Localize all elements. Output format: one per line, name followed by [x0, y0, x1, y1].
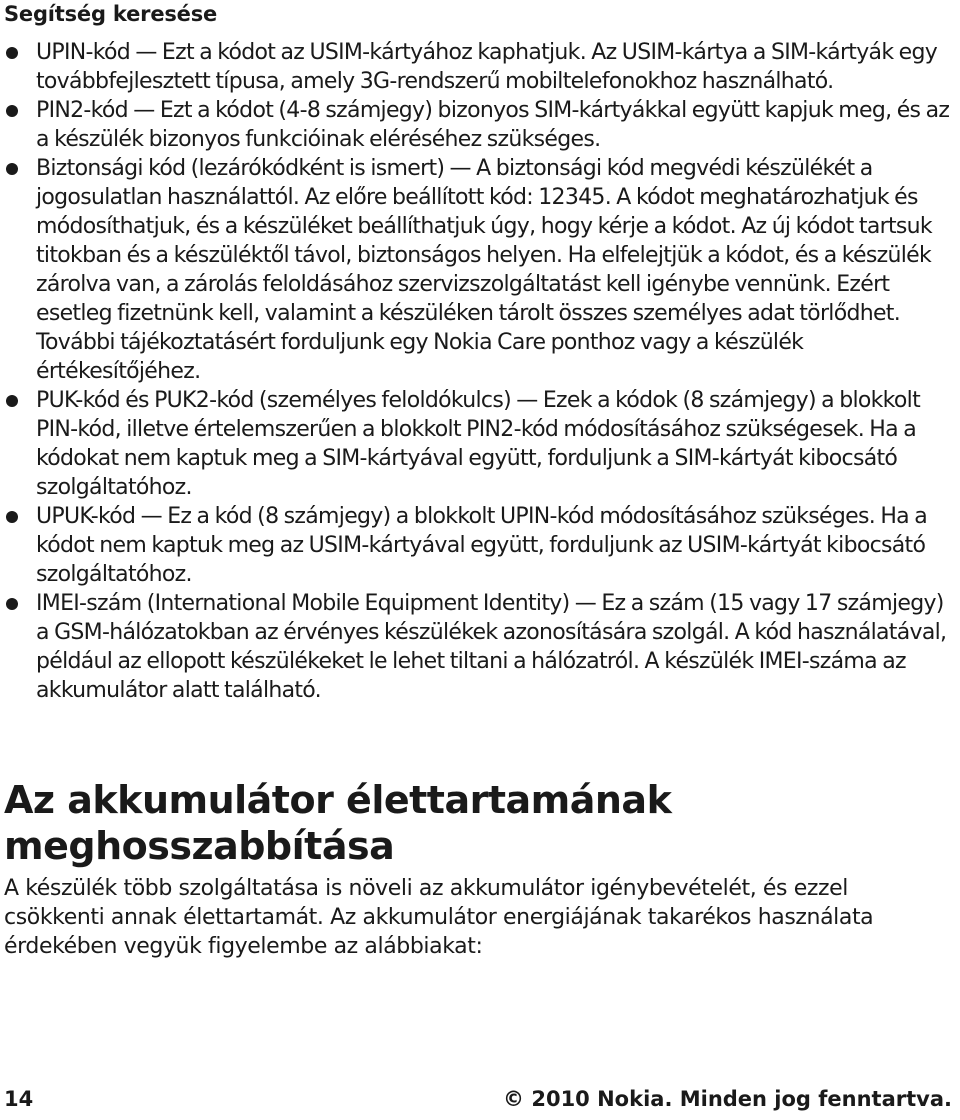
bullet-dot-icon — [6, 395, 18, 407]
list-item-text: PIN2-kód — Ezt a kódot (4-8 számjegy) bizonyos SIM-kártyákkal együtt kapjuk meg, és az a készülék bizonyos funkcióinak eléréséhez szükséges. — [36, 98, 950, 152]
page-heading: Az akkumulátor élettartamának meghosszabbítása — [4, 778, 672, 868]
copyright-notice: © 2010 Nokia. Minden jog fenntartva. — [503, 1087, 952, 1111]
list-item-text: UPUK-kód — Ez a kód (8 számjegy) a blokkolt UPIN-kód módosításához szükséges. Ha a kódot nem kaptuk meg az USIM-kártyával együtt, forduljunk az USIM-kártyát kibocsátó szolgáltatóhoz. — [36, 504, 928, 587]
list-item-text: UPIN-kód — Ezt a kódot az USIM-kártyához kaphatjuk. Az USIM-kártya a SIM-kártyák egy továbbfejlesztett típusa, amely 3G-rendszerű mobiltelefonokhoz használható. — [36, 40, 938, 94]
bullet-dot-icon — [6, 163, 18, 175]
code-list — [0, 38, 958, 705]
list-item-text: IMEI-szám (International Mobile Equipment Identity) — Ez a szám (15 vagy 17 számjegy) a GSM-hálózatokban az érvényes készülékek azonosítására szolgál. A kód használatával, például az ellopott készülékeket le lehet tiltani a hálózatról. A készülék IMEI-száma az akkumulátor alatt található. — [36, 591, 947, 703]
bullet-dot-icon — [6, 511, 18, 523]
section-header: Segítség keresése — [4, 2, 218, 26]
list-item-imei — [0, 589, 958, 705]
page-number: 14 — [4, 1087, 34, 1111]
intro-paragraph: A készülék több szolgáltatása is növeli az akkumulátor igénybevételét, és ezzel csökkenti annak élettartamát. Az akkumulátor energiájának takarékos használata érdekében vegyük figyelembe az alábbiakat: — [4, 876, 874, 959]
list-item-upuk — [0, 502, 958, 589]
list-item-security-code — [0, 154, 958, 386]
list-item-text: Biztonsági kód (lezárókódként is ismert) — A biztonsági kód megvédi készülékét a jogosulatlan használattól. Az előre beállított kód: 12345. A kódot meghatározhatjuk és módosíthatjuk, és a készüléket beállíthatjuk úgy, hogy kérje a kódot. Az új kódot tartsuk titokban és a készüléktől távol, biztonságos helyen. Ha elfelejtjük a kódot, és a készülék zárolva van, a zárolás feloldásához szervizszolgáltatást kell igénybe vennünk. Ezért esetleg fizetnünk kell, valamint a készüléken tárolt összes személyes adat törlődhet. További tájékoztatásért forduljunk egy Nokia Care ponthoz vagy a készülék értékesítőjéhez. — [36, 156, 932, 384]
bullet-dot-icon — [6, 105, 18, 117]
list-item-puk — [0, 386, 958, 502]
list-item-pin2 — [0, 96, 958, 154]
bullet-dot-icon — [6, 598, 18, 610]
bullet-dot-icon — [6, 47, 18, 59]
list-item-upin — [0, 38, 958, 96]
list-item-text: PUK-kód és PUK2-kód (személyes feloldókulcs) — Ezek a kódok (8 számjegy) a blokkolt PIN-kód, illetve értelemszerűen a blokkolt PIN2-kód módosításához szükségesek. Ha a kódokat nem kaptuk meg a SIM-kártyával együtt, forduljunk a SIM-kártyát kibocsátó szolgáltatóhoz. — [36, 388, 921, 500]
